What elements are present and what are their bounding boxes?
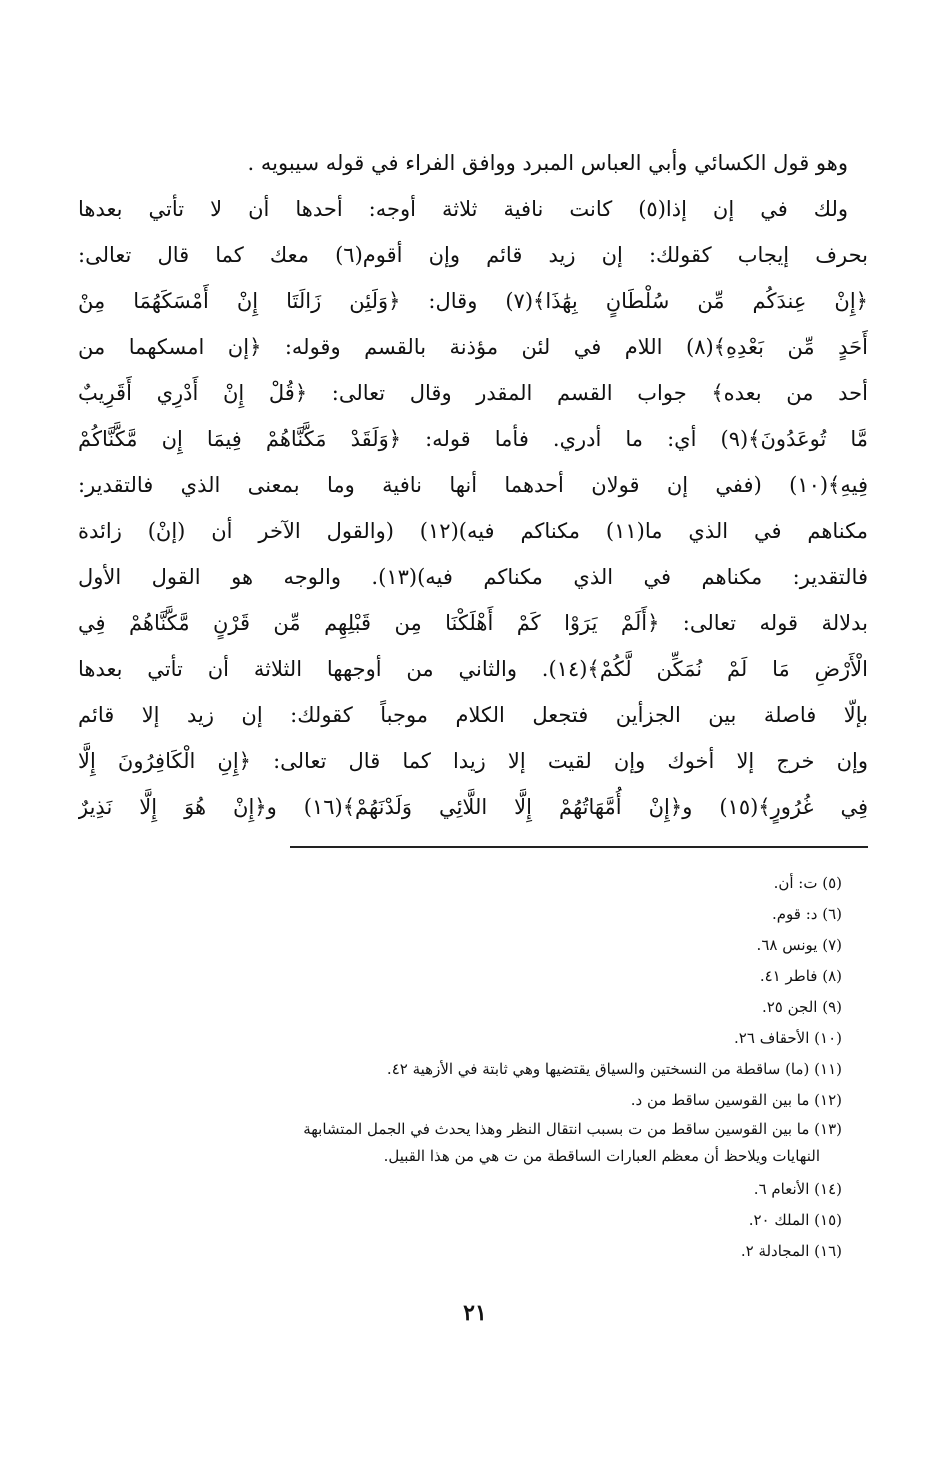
body-line: وهو قول الكسائي وأبي العباس المبرد ووافق الفراء في قوله سيبويه . bbox=[247, 151, 848, 175]
body-line: أحد من بعده﴾ جواب القسم المقدر وقال تعالى: ﴿قُلْ إِنْ أَدْرِي أَقَرِيبٌ bbox=[78, 381, 868, 405]
body-line: فِي غُرُورٍ﴾(١٥) و﴿إِنْ أُمَّهَاتُهُمْ إِلَّا اللَّائِي وَلَدْنَهُمْ﴾(١٦) و﴿إِنْ هُوَ إِلَّا نَذِيرٌ bbox=[78, 795, 868, 819]
footnote: (١٠) الأحقاف ٢٦. bbox=[734, 1029, 842, 1047]
main-text-block bbox=[78, 140, 868, 830]
body-line: فِيهِ﴾(١٠) (ففي إن قولان أحدهما أنها نافية وما بمعنى الذي فالتقدير: bbox=[78, 473, 868, 497]
footnote: (١٥) الملك ٢٠. bbox=[748, 1211, 842, 1229]
footnote: (١٢) ما بين القوسين ساقط من د. bbox=[630, 1091, 842, 1109]
page-number: ٢١ bbox=[463, 1300, 487, 1326]
body-line: ولك في إن إذا(٥) كانت نافية ثلاثة أوجه: أحدها أن لا تأتي بعدها bbox=[78, 197, 848, 221]
footnote: (٧) يونس ٦٨. bbox=[756, 936, 842, 954]
body-line: مكناهم في الذي ما(١١) مكناكم فيه)(١٢) (والقول الآخر أن (إنْ) زائدة bbox=[78, 519, 868, 543]
body-line: بإلّا فاصلة بين الجزأين فتجعل الكلام موجباً كقولك: إن زيد إلا قائم bbox=[78, 703, 868, 727]
footnote: (٩) الجن ٢٥. bbox=[761, 998, 842, 1016]
footnote: (٥) ت: أن. bbox=[773, 874, 842, 892]
footnote: (٨) فاطر ٤١. bbox=[759, 967, 842, 985]
footnote-continuation: النهايات ويلاحظ أن معظم العبارات الساقطة من ت هي من هذا القبيل. bbox=[383, 1147, 820, 1165]
body-line: الْأَرْضِ مَا لَمْ نُمَكِّن لَّكُمْ﴾(١٤). والثاني من أوجهها الثلاثة أن تأتي بعدها bbox=[78, 657, 868, 681]
footnote-separator bbox=[290, 846, 868, 848]
footnote-text: (١٣) ما بين القوسين ساقط من ت بسبب انتقال النظر وهذا يحدث في الجمل المتشابهة bbox=[303, 1120, 842, 1138]
footnote: (١٤) الأنعام ٦. bbox=[753, 1180, 842, 1198]
footnote: (١١) (ما) ساقطة من النسختين والسياق يقتضيها وهي ثابتة في الأزهية ٤٢. bbox=[386, 1060, 842, 1078]
footnotes bbox=[152, 868, 842, 1267]
footnote: (٦) د: قوم. bbox=[771, 905, 842, 923]
footnote-multiline bbox=[152, 1116, 842, 1174]
body-line: ﴿إِنْ عِندَكُم مِّن سُلْطَانٍ بِهَٰذَا﴾(٧) وقال: ﴿وَلَئِن زَالَتَا إِنْ أَمْسَكَهُمَا مِنْ bbox=[78, 289, 868, 313]
body-line: مَّا تُوعَدُونَ﴾(٩) أي: ما أدري. فأما قوله: ﴿وَلَقَدْ مَكَّنَّاهُمْ فِيمَا إِن مَّكَّنَّاكُمْ bbox=[78, 427, 868, 451]
body-line: بدلالة قوله تعالى: ﴿أَلَمْ يَرَوْا كَمْ أَهْلَكْنَا مِن قَبْلِهِم مِّن قَرْنٍ مَّكَّنَّاهُمْ فِي bbox=[78, 611, 868, 635]
body-line: أَحَدٍ مِّن بَعْدِهِ﴾(٨) اللام في لئن مؤذنة بالقسم وقوله: ﴿إن امسكهما من bbox=[78, 335, 868, 359]
body-line: بحرف إيجاب كقولك: إن زيد قائم وإن أقوم(٦) معك كما قال تعالى: bbox=[78, 243, 868, 267]
footnote: (١٦) المجادلة ٢. bbox=[740, 1242, 842, 1260]
body-line: وإن خرج إلا أخوك وإن لقيت إلا زيدا كما قال تعالى: ﴿إِنِ الْكَافِرُونَ إِلَّا bbox=[78, 749, 868, 773]
body-line: فالتقدير: مكناهم في الذي مكناكم فيه)(١٣). والوجه هو القول الأول bbox=[78, 565, 868, 589]
